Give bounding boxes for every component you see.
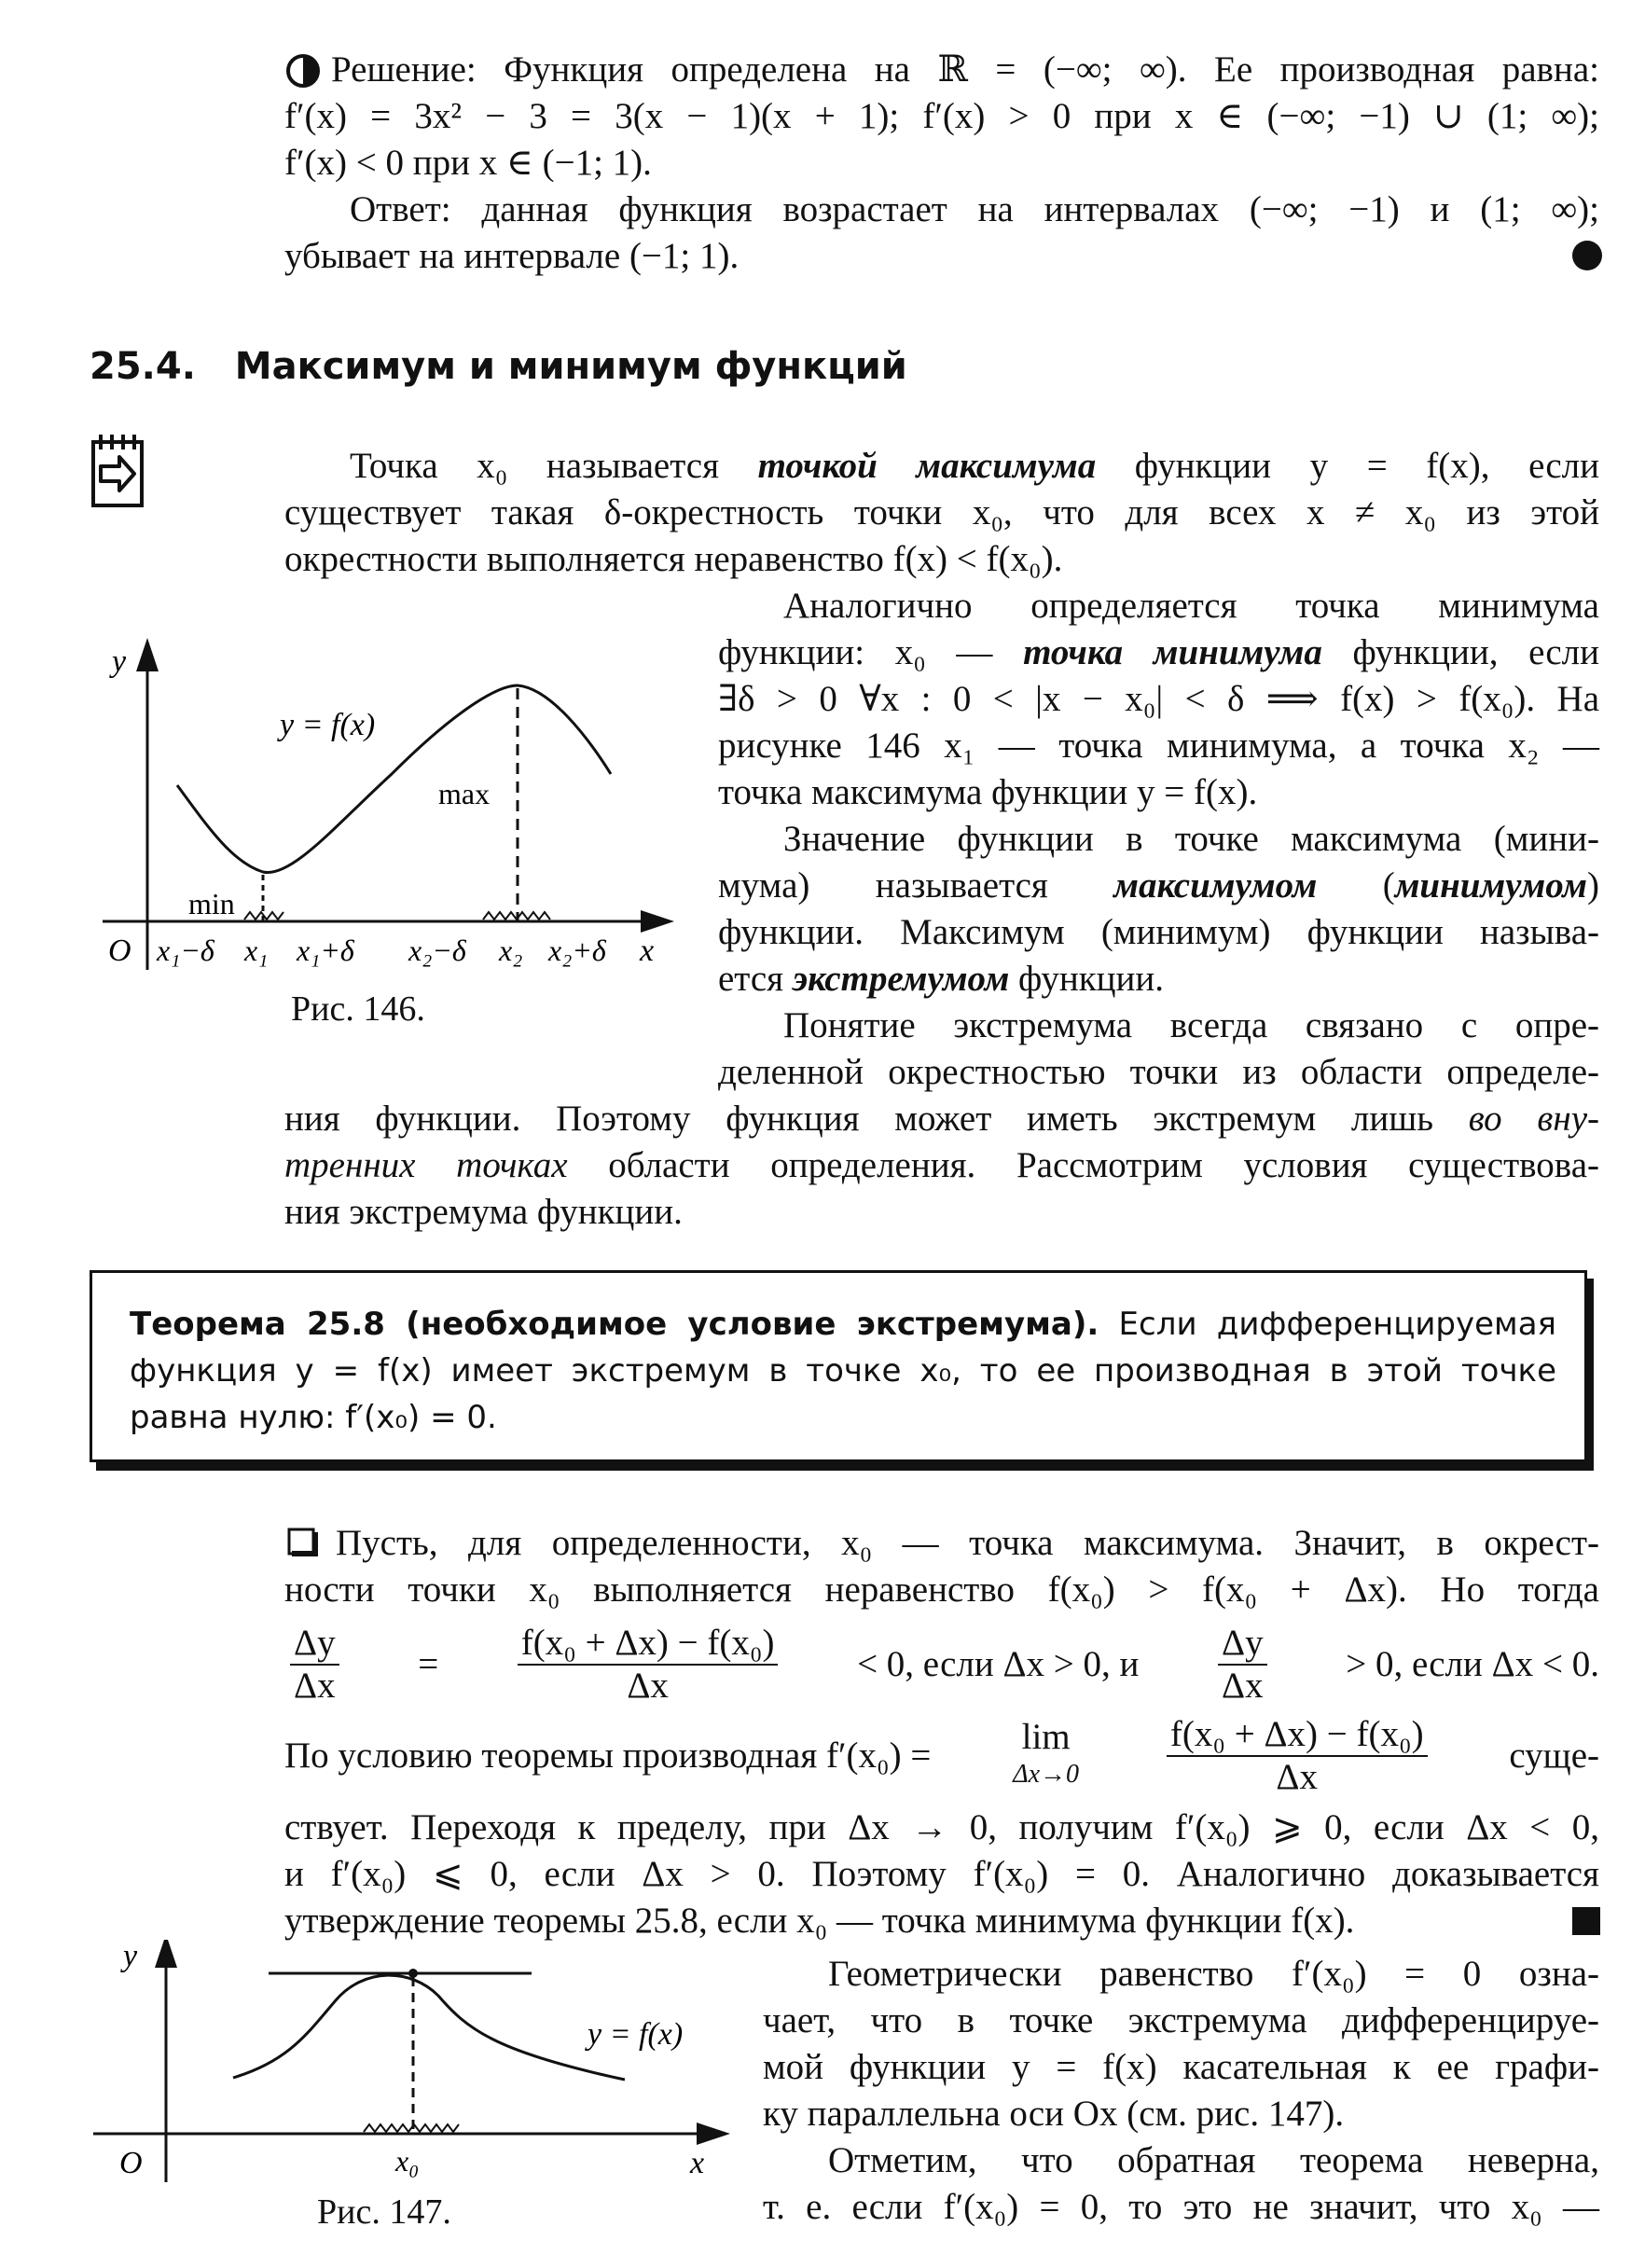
right-text-2c: функции, если	[1321, 632, 1600, 672]
right-text-7e: )	[1586, 865, 1599, 906]
fig146-tick-x2: x₂	[499, 933, 523, 967]
term-max-point: точкой максимума	[757, 446, 1097, 486]
geometric-line-6: т. е. если f′(x₀) = 0, то это не значит, что x₀ —	[763, 2187, 1599, 2227]
end-of-solution-icon	[1572, 241, 1602, 270]
frac4-num: f(x₀ + Δx) − f(x₀)	[1167, 1714, 1428, 1757]
fig146-y-label: y	[112, 644, 127, 679]
geometric-line-5: Отметим, что обратная теорема неверна,	[828, 2140, 1599, 2180]
right-column-text	[718, 583, 1599, 1049]
fig147-tick-x0: x₀	[395, 2144, 420, 2178]
geometric-line-4: ку параллельна оси Ox (см. рис. 147).	[763, 2094, 1345, 2134]
theorem-text-1: Если дифференцируемая	[1099, 1306, 1556, 1343]
right-line-4: рисунке 146 x₁ — точка минимума, а точка x₂ —	[718, 726, 1599, 766]
figure-146-plot	[84, 634, 681, 989]
fig147-curve	[233, 1975, 625, 2080]
lim-word: lim	[1021, 1716, 1071, 1757]
frac-derivative	[1167, 1714, 1428, 1798]
definition-text-1c: функции y = f(x), если	[1096, 446, 1599, 486]
fig146-min-label: min	[188, 887, 235, 920]
frac4-den: Δx	[1276, 1756, 1319, 1797]
term-interior-points-2: тренних точках	[284, 1145, 568, 1185]
right-text-7a: мума) называется	[718, 865, 1114, 906]
right-text-7c: (	[1317, 865, 1395, 906]
theorem-text	[130, 1301, 1556, 1441]
proof-text-3a: < 0, если Δx > 0, и	[857, 1644, 1140, 1684]
figure-147-caption: Рис. 147.	[317, 2192, 451, 2232]
right-line-5: точка максимума функции y = f(x).	[718, 772, 1258, 812]
right-line-9	[718, 956, 1599, 1003]
geometric-line-3: мой функции y = f(x) касательная к ее графи-	[763, 2047, 1599, 2087]
definition-line-1	[284, 443, 1599, 490]
extremum-line-3: ния экстремума функции.	[284, 1192, 683, 1232]
proof-text-4a: По условию теоремы производная f′(x₀) =	[284, 1735, 932, 1776]
fig146-tick-x2-minus: x₂−δ	[408, 933, 466, 967]
theorem-line-1	[130, 1301, 1556, 1348]
solution-line-2: f′(x) = 3x² − 3 = 3(x − 1)(x + 1); f′(x) > 0 при x ∈ (−∞; −1) ∪ (1; ∞);	[284, 96, 1599, 136]
extremum-line-1	[284, 1096, 1599, 1142]
fig147-extremum-point	[408, 1969, 418, 1978]
definition-line-2: существует такая δ-окрестность точки x₀, что для всех x ≠ x₀ из этой	[284, 492, 1599, 532]
term-maximum: максимумом	[1113, 865, 1318, 906]
right-line-3: ∃δ > 0 ∀x : 0 < |x − x₀| < δ ⟹ f(x) > f(x₀). На	[718, 679, 1599, 719]
frac2-num: f(x₀ + Δx) − f(x₀)	[518, 1623, 779, 1666]
solution-line-3: f′(x) < 0 при x ∈ (−1; 1).	[284, 143, 652, 183]
lim-subscript: Δx→0	[1013, 1759, 1080, 1789]
fig147-y-label: y	[123, 1940, 138, 1973]
right-line-6: Значение функции в точке максимума (мини-	[783, 819, 1599, 859]
section-number: 25.4.	[90, 345, 196, 388]
right-line-8: функции. Максимум (минимум) функции называ-	[718, 912, 1599, 952]
definition-icon	[90, 431, 145, 509]
extremum-line-2	[284, 1142, 1599, 1189]
fig146-x-label: x	[640, 933, 655, 968]
right-text-2a: функции: x₀ —	[718, 632, 1024, 672]
extremum-text-1a: ния функции. Поэтому функция может иметь экстремум лишь	[284, 1099, 1469, 1139]
fig146-tick-x1: x₁	[244, 933, 269, 967]
extremum-paragraph	[284, 1049, 1599, 1236]
term-extremum: экстремумом	[792, 959, 1010, 999]
frac-dy-dx-1	[290, 1623, 339, 1707]
figure-147-plot	[84, 1940, 737, 2201]
proof-fraction-line	[284, 1618, 1599, 1711]
term-interior-points-1: во вну-	[1468, 1099, 1599, 1139]
geometric-paragraph	[763, 1951, 1599, 2231]
right-line-11: деленной окрестностью точки из области определе-	[718, 1052, 1599, 1092]
section-title: Максимум и минимум функций	[234, 345, 907, 388]
fig146-origin: O	[108, 933, 131, 968]
extremum-text-2b: области определения. Рассмотрим условия существова-	[567, 1145, 1599, 1185]
proof-paragraph-1	[284, 1520, 1599, 1613]
fig147-x-label: x	[690, 2146, 705, 2180]
proof-eq-sign: =	[418, 1644, 439, 1684]
proof-text-3b: > 0, если Δx < 0.	[1346, 1644, 1599, 1684]
geometric-line-1: Геометрически равенство f′(x₀) = 0 озна-	[828, 1954, 1599, 1994]
right-text-9a: ется	[718, 959, 793, 999]
theorem-line-3: равна нулю: f′(x₀) = 0.	[130, 1399, 497, 1436]
fig146-curve	[177, 685, 611, 873]
frac-dy-dx-2	[1218, 1623, 1267, 1707]
proof-text-4b: суще-	[1509, 1735, 1599, 1776]
proof-line-2: ности точки x₀ выполняется неравенство f(x₀) > f(x₀ + Δx). Но тогда	[284, 1570, 1599, 1610]
theorem-title: Теорема 25.8 (необходимое условие экстремума).	[130, 1306, 1099, 1343]
right-text-9c: функции.	[1009, 959, 1165, 999]
fig146-func-label: y = f(x)	[280, 708, 376, 742]
frac3-den: Δx	[1222, 1666, 1264, 1706]
right-line-1: Аналогично определяется точка минимума	[783, 586, 1599, 626]
right-line-10: Понятие экстремума всегда связано с опре-	[783, 1005, 1599, 1045]
solution-line-1: Решение: Функция определена на ℝ = (−∞; ∞). Ее производная равна:	[331, 49, 1599, 90]
answer-line-1: Ответ: данная функция возрастает на интервалах (−∞; −1) и (1; ∞);	[350, 189, 1599, 229]
term-minimum: минимумом	[1394, 865, 1587, 906]
proof-line-5: ствует. Переходя к пределу, при Δx → 0, получим f′(x₀) ⩾ 0, если Δx < 0,	[284, 1807, 1599, 1847]
frac1-num: Δy	[290, 1623, 339, 1666]
answer-line-2: убывает на интервале (−1; 1).	[284, 236, 740, 276]
definition-line-3: окрестности выполняется неравенство f(x) < f(x₀).	[284, 539, 1063, 579]
figure-147	[84, 1940, 737, 2201]
fig146-tick-x1-plus: x₁+δ	[297, 933, 354, 967]
fig146-tick-x2-plus: x₂+δ	[548, 933, 606, 967]
proof-limit-line	[284, 1711, 1599, 1800]
limit-expression	[1013, 1716, 1080, 1793]
frac3-num: Δy	[1218, 1623, 1267, 1666]
figure-146	[84, 634, 681, 989]
end-of-proof-icon	[1572, 1907, 1600, 1935]
theorem-line-2: функция y = f(x) имеет экстремум в точке x₀, то ее производная в этой точке	[130, 1352, 1556, 1390]
frac1-den: Δx	[294, 1666, 336, 1706]
term-min-point: точка минимума	[1023, 632, 1322, 672]
fig147-hatch	[364, 2124, 459, 2132]
fig147-func-label: y = f(x)	[588, 2017, 684, 2052]
frac2-den: Δx	[627, 1666, 669, 1706]
proof-line-6: и f′(x₀) ⩽ 0, если Δx > 0. Поэтому f′(x₀) = 0. Аналогично доказывается	[284, 1854, 1599, 1894]
fig146-tick-x1-minus: x₁−δ	[157, 933, 214, 967]
definition-text-1a: Точка x₀ называется	[350, 446, 758, 486]
proof-line-1: Пусть, для определенности, x₀ — точка максимума. Значит, в окрест-	[336, 1523, 1599, 1563]
proof-paragraph-2	[284, 1805, 1599, 1944]
solution-paragraph	[284, 47, 1599, 280]
geometric-line-2: чает, что в точке экстремума дифференцируе-	[763, 2000, 1599, 2040]
fig147-origin: O	[119, 2146, 143, 2180]
figure-146-caption: Рис. 146.	[291, 989, 425, 1029]
fig146-max-label: max	[438, 777, 491, 810]
proof-line-7: утверждение теоремы 25.8, если x₀ — точка минимума функции f(x).	[284, 1901, 1355, 1941]
theorem-box	[90, 1270, 1587, 1462]
frac-difference	[518, 1623, 779, 1707]
right-line-7	[718, 863, 1599, 909]
section-heading	[90, 345, 907, 388]
definition-paragraph	[284, 443, 1599, 583]
right-line-2	[718, 629, 1599, 676]
